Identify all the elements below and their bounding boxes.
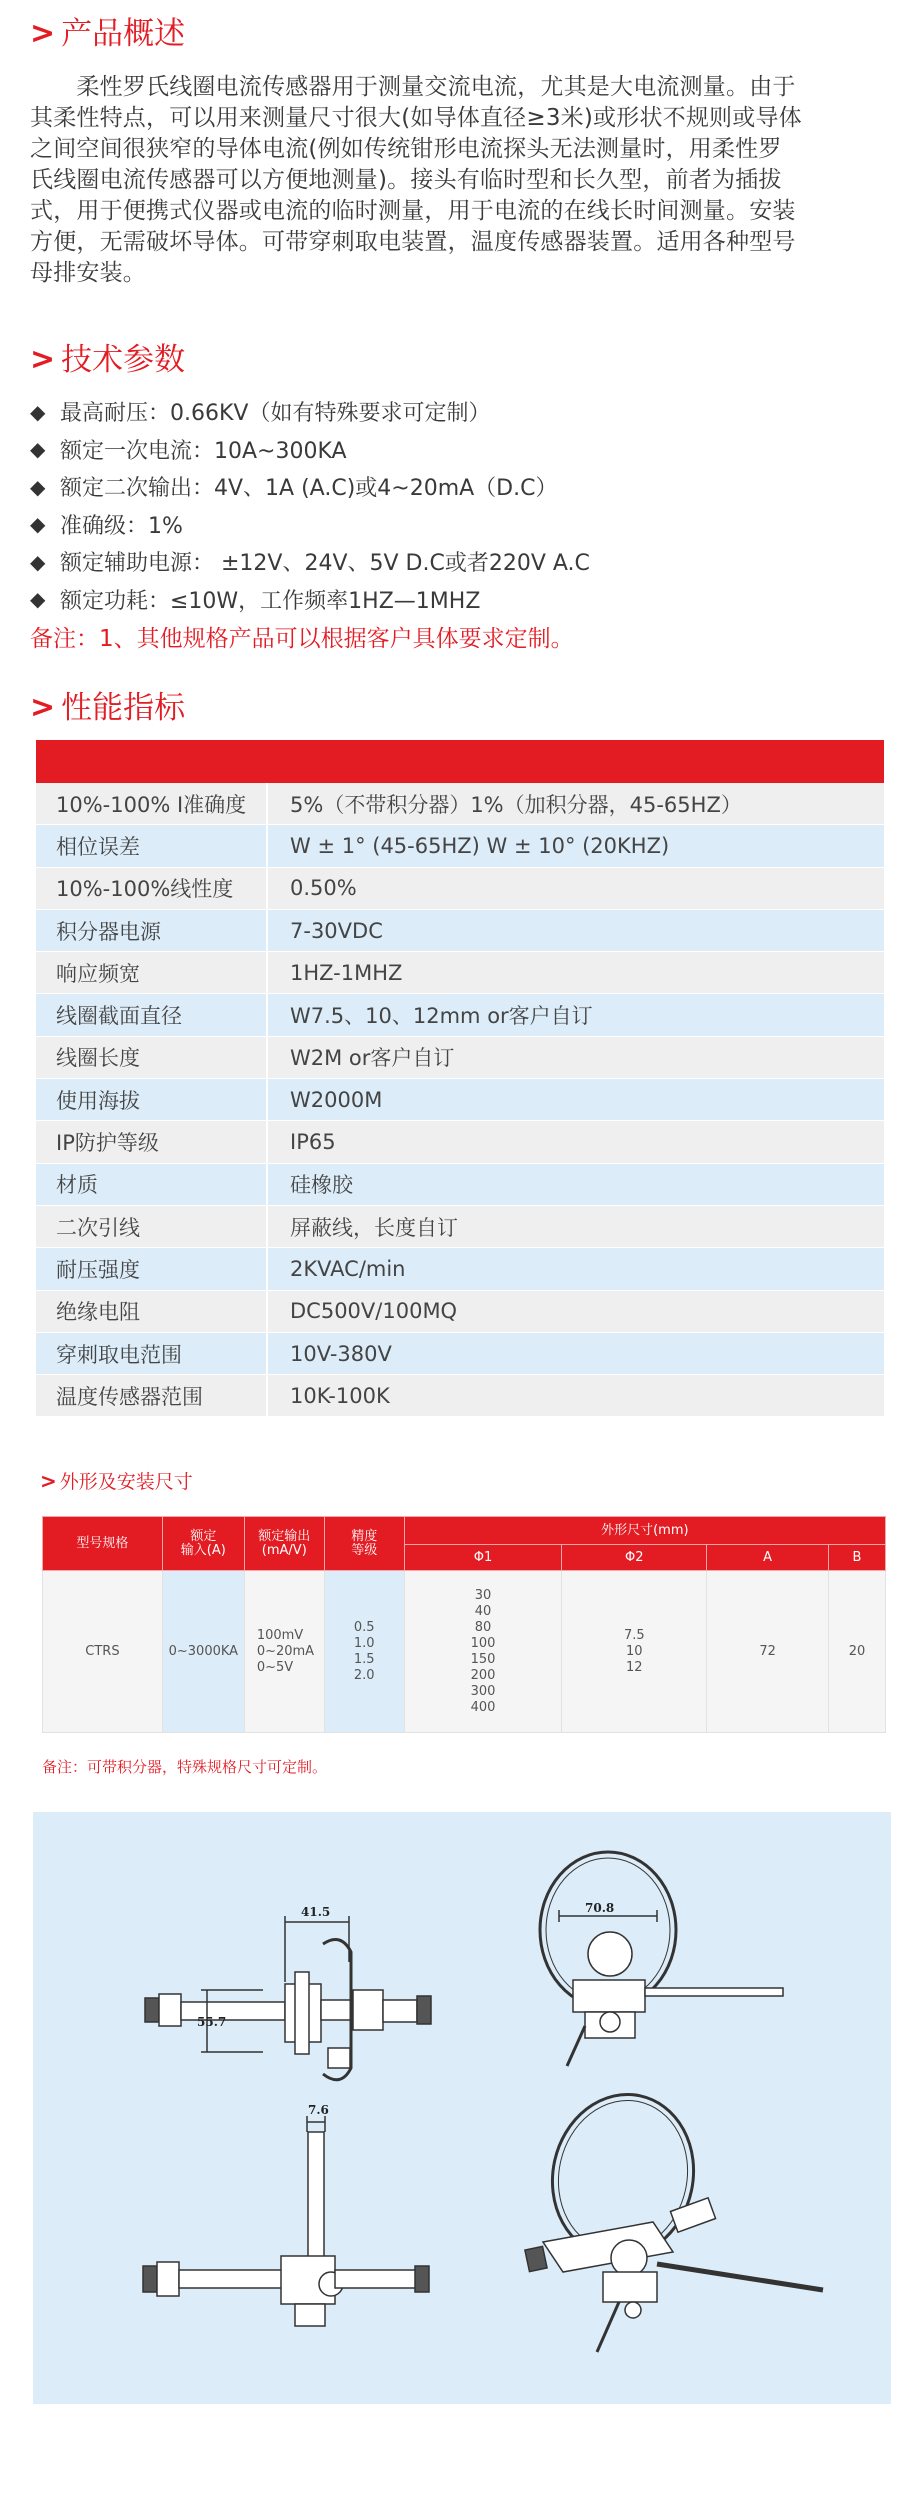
tech-heading xyxy=(30,342,185,378)
tech-note: 备注：1、其他规格产品可以根据客户具体要求定制。 xyxy=(30,626,574,652)
dim-label: 41.5 xyxy=(301,1905,331,1919)
header-a: A xyxy=(707,1545,829,1571)
header-outline: 外形尺寸(mm) xyxy=(404,1517,885,1545)
diamond-bullet-icon: ◆ xyxy=(30,587,46,612)
dim-label: 70.8 xyxy=(585,1901,615,1915)
side-view-top xyxy=(540,1852,783,2066)
performance-table xyxy=(36,740,884,1417)
header-phi2: Φ2 xyxy=(562,1545,707,1571)
header-b: B xyxy=(829,1545,886,1571)
overview-line: 柔性罗氏线圈电流传感器用于测量交流电流，尤其是大电流测量。由于 xyxy=(30,74,796,100)
header-rated-input: 额定 输入(A) xyxy=(162,1517,244,1571)
header-rated-output: 额定输出 (mA/V) xyxy=(244,1517,324,1571)
param-name-cell: 材质 xyxy=(36,1164,268,1205)
header-phi1: Φ1 xyxy=(404,1545,562,1571)
param-name-cell: 使用海拔 xyxy=(36,1079,268,1120)
table-header-bar xyxy=(36,740,884,783)
header-accuracy: 精度 等级 xyxy=(324,1517,404,1571)
table-row xyxy=(36,952,884,994)
table-row xyxy=(36,1164,884,1206)
chevron-right-icon: > xyxy=(30,16,56,51)
list-item xyxy=(30,543,890,581)
param-value-cell: DC500V/100MQ xyxy=(290,1299,458,1324)
table-row xyxy=(43,1571,886,1733)
cell-phi2: 7.5 10 12 xyxy=(562,1571,707,1733)
param-value-cell: 1HZ-1MHZ xyxy=(290,960,403,985)
overview-line: 其柔性特点，可以用来测量尺寸很大(如导体直径≥3米)或形状不规则或导体 xyxy=(30,105,802,131)
performance-heading xyxy=(30,690,185,726)
overview-title: 产品概述 xyxy=(61,16,186,52)
param-name-cell: 10%-100%线性度 xyxy=(36,868,268,909)
list-item xyxy=(30,506,890,544)
param-value-cell: W2000M xyxy=(290,1087,383,1112)
table-row xyxy=(36,994,884,1036)
side-view-bottom xyxy=(525,2081,823,2352)
diamond-bullet-icon: ◆ xyxy=(30,399,46,424)
diamond-bullet-icon: ◆ xyxy=(30,512,46,537)
chevron-right-icon: > xyxy=(40,1468,57,1493)
table-row xyxy=(36,783,884,825)
dimensions-title: 外形及安装尺寸 xyxy=(59,1471,193,1493)
param-value-cell: W2M or客户自订 xyxy=(290,1046,455,1071)
table-row xyxy=(36,1121,884,1163)
table-row xyxy=(36,910,884,952)
overview-text xyxy=(30,72,888,289)
dimensions-heading xyxy=(40,1467,193,1494)
dim-label: 7.6 xyxy=(308,2103,329,2117)
tech-param-list xyxy=(30,393,890,618)
param-value-cell: 硅橡胶 xyxy=(290,1173,353,1198)
param-name-cell: 穿刺取电范围 xyxy=(36,1333,268,1374)
cell-b: 20 xyxy=(829,1571,886,1733)
chevron-right-icon: > xyxy=(30,342,56,377)
front-view-top xyxy=(145,1916,431,2080)
table-row xyxy=(36,868,884,910)
param-name-cell: 10%-100% I准确度 xyxy=(36,783,268,824)
param-value-cell: IP65 xyxy=(290,1130,336,1155)
param-value-cell: 屏蔽线，长度自订 xyxy=(290,1215,458,1240)
param-value-cell: 10K-100K xyxy=(290,1383,390,1408)
table-row xyxy=(36,1291,884,1333)
list-item xyxy=(30,393,890,431)
chevron-right-icon: > xyxy=(30,690,56,725)
param-text: 额定一次电流：10A~300KA xyxy=(60,438,347,464)
performance-title: 性能指标 xyxy=(61,690,186,726)
param-text: 准确级：1% xyxy=(60,513,183,539)
overview-heading xyxy=(30,16,185,52)
table-row xyxy=(36,825,884,867)
diamond-bullet-icon: ◆ xyxy=(30,437,46,462)
param-value-cell: W7.5、10、12mm or客户自订 xyxy=(290,1004,593,1029)
table-row xyxy=(36,1037,884,1079)
overview-line: 母排安装。 xyxy=(30,260,146,286)
dimensions-table xyxy=(42,1516,886,1733)
param-value-cell: 2KVAC/min xyxy=(290,1256,406,1281)
front-view-bottom xyxy=(143,2116,429,2326)
header-model: 型号规格 xyxy=(43,1517,163,1571)
param-value-cell: 10V-380V xyxy=(290,1341,392,1366)
cell-model: CTRS xyxy=(43,1571,163,1733)
installation-drawing xyxy=(33,1812,891,2404)
param-name-cell: 绝缘电阻 xyxy=(36,1291,268,1332)
cell-phi1: 30 40 80 100 150 200 300 400 xyxy=(404,1571,562,1733)
dimensions-note: 备注：可带积分器，特殊规格尺寸可定制。 xyxy=(42,1758,328,1776)
cell-rated-input: 0~3000KA xyxy=(162,1571,244,1733)
param-name-cell: IP防护等级 xyxy=(36,1121,268,1162)
drawing-svg xyxy=(33,1812,891,2404)
param-name-cell: 二次引线 xyxy=(36,1206,268,1247)
param-text: 额定功耗：≤10W，工作频率1HZ—1MHZ xyxy=(60,588,481,614)
dim-label: 55.7 xyxy=(197,2015,227,2029)
table-row xyxy=(36,1375,884,1417)
table-row xyxy=(36,1333,884,1375)
list-item xyxy=(30,581,890,619)
overview-line: 之间空间很狭窄的导体电流(例如传统钳形电流探头无法测量时，用柔性罗 xyxy=(30,136,782,162)
param-name-cell: 积分器电源 xyxy=(36,910,268,951)
overview-line: 方便，无需破坏导体。可带穿刺取电装置，温度传感器装置。适用各种型号 xyxy=(30,229,796,255)
table-row xyxy=(36,1248,884,1290)
tech-title: 技术参数 xyxy=(61,342,186,378)
cell-rated-output: 100mV 0~20mA 0~5V xyxy=(244,1571,324,1733)
param-text: 额定二次输出：4V、1A (A.C)或4~20mA（D.C） xyxy=(60,476,558,502)
param-value-cell: 0.50% xyxy=(290,876,357,901)
overview-line: 氏线圈电流传感器可以方便地测量)。接头有临时型和长久型，前者为插拔 xyxy=(30,167,782,193)
cell-accuracy: 0.5 1.0 1.5 2.0 xyxy=(324,1571,404,1733)
overview-line: 式，用于便携式仪器或电流的临时测量，用于电流的在线长时间测量。安装 xyxy=(30,198,796,224)
table-row xyxy=(36,1079,884,1121)
param-value-cell: W ± 1° (45-65HZ) W ± 10° (20KHZ) xyxy=(290,833,670,858)
param-name-cell: 温度传感器范围 xyxy=(36,1375,268,1416)
diamond-bullet-icon: ◆ xyxy=(30,549,46,574)
table-row xyxy=(36,1206,884,1248)
diamond-bullet-icon: ◆ xyxy=(30,474,46,499)
param-value-cell: 5%（不带积分器）1%（加积分器，45-65HZ） xyxy=(290,792,742,817)
param-name-cell: 响应频宽 xyxy=(36,952,268,993)
param-name-cell: 线圈长度 xyxy=(36,1037,268,1078)
param-value-cell: 7-30VDC xyxy=(290,918,383,943)
cell-a: 72 xyxy=(707,1571,829,1733)
param-name-cell: 相位误差 xyxy=(36,825,268,866)
param-name-cell: 线圈截面直径 xyxy=(36,994,268,1035)
param-text: 最高耐压：0.66KV（如有特殊要求可定制） xyxy=(60,401,491,427)
list-item xyxy=(30,468,890,506)
list-item xyxy=(30,431,890,469)
param-text: 额定辅助电源： ±12V、24V、5V D.C或者220V A.C xyxy=(60,551,590,577)
param-name-cell: 耐压强度 xyxy=(36,1248,268,1289)
